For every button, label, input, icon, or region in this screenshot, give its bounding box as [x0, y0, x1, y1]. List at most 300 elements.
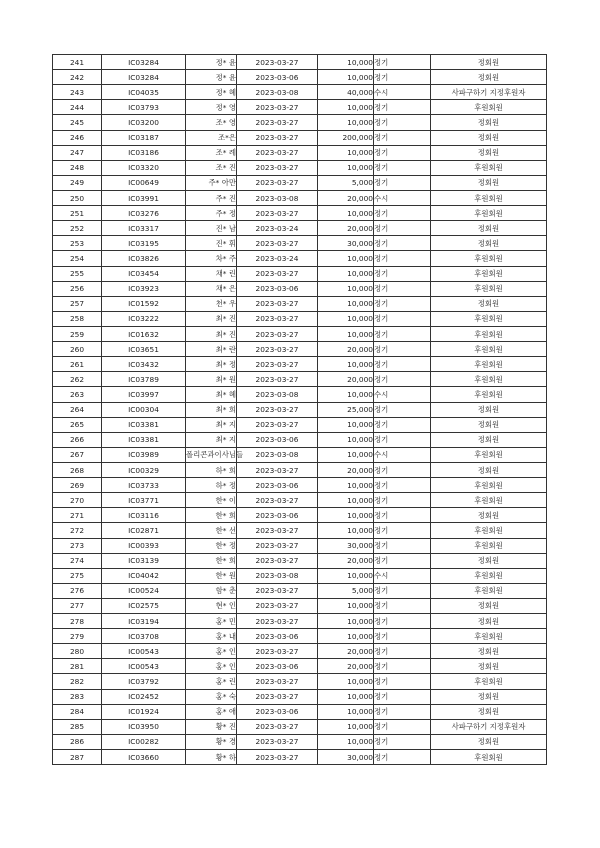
- donation-date-cell: 2023-03-06: [237, 659, 318, 674]
- donation-type-cell: 정기: [374, 629, 431, 644]
- donation-type-cell: 정기: [374, 55, 431, 70]
- row-number-cell: 252: [53, 221, 102, 236]
- donation-date-cell: 2023-03-27: [237, 175, 318, 190]
- table-row: [53, 160, 547, 175]
- member-category-cell: 후원회원: [431, 311, 547, 326]
- member-category-cell: 후원회원: [431, 674, 547, 689]
- member-id-cell: IC03651: [102, 342, 186, 357]
- member-id-cell: IC03284: [102, 55, 186, 70]
- amount-cell: 10,000: [318, 629, 374, 644]
- donation-type-cell: 정기: [374, 508, 431, 523]
- member-category-cell: 후원회원: [431, 326, 547, 341]
- member-category-cell: 후원회원: [431, 100, 547, 115]
- member-id-cell: IC01592: [102, 296, 186, 311]
- table-row: [53, 629, 547, 644]
- donor-name-cell: 홍* 민: [186, 614, 237, 629]
- donation-date-cell: 2023-03-06: [237, 629, 318, 644]
- donation-type-cell: 정기: [374, 251, 431, 266]
- donation-type-cell: 정기: [374, 296, 431, 311]
- donation-date-cell: 2023-03-27: [237, 719, 318, 734]
- member-id-cell: IC03923: [102, 281, 186, 296]
- donation-date-cell: 2023-03-27: [237, 296, 318, 311]
- donation-date-cell: 2023-03-24: [237, 221, 318, 236]
- member-category-cell: 후원회원: [431, 372, 547, 387]
- row-number-cell: 244: [53, 100, 102, 115]
- member-category-cell: 정회원: [431, 130, 547, 145]
- donation-date-cell: 2023-03-24: [237, 251, 318, 266]
- donor-name-cell: 홍* 내: [186, 629, 237, 644]
- table-row: [53, 55, 547, 70]
- donation-type-cell: 수시: [374, 190, 431, 205]
- amount-cell: 10,000: [318, 508, 374, 523]
- donation-date-cell: 2023-03-27: [237, 55, 318, 70]
- member-id-cell: IC03320: [102, 160, 186, 175]
- donor-name-cell: 홍* 인: [186, 659, 237, 674]
- donor-name-cell: 조*은: [186, 130, 237, 145]
- donation-type-cell: 정기: [374, 598, 431, 613]
- donation-type-cell: 정기: [374, 659, 431, 674]
- member-category-cell: 정회원: [431, 734, 547, 749]
- donor-name-cell: 최* 진: [186, 311, 237, 326]
- donor-name-cell: 황* 경: [186, 734, 237, 749]
- amount-cell: 30,000: [318, 236, 374, 251]
- row-number-cell: 254: [53, 251, 102, 266]
- donation-date-cell: 2023-03-27: [237, 614, 318, 629]
- member-id-cell: IC03792: [102, 674, 186, 689]
- donation-type-cell: 정기: [374, 689, 431, 704]
- amount-cell: 10,000: [318, 598, 374, 613]
- member-category-cell: 정회원: [431, 644, 547, 659]
- amount-cell: 10,000: [318, 432, 374, 447]
- donation-type-cell: 정기: [374, 266, 431, 281]
- member-id-cell: IC03186: [102, 145, 186, 160]
- donor-name-cell: 한* 이: [186, 493, 237, 508]
- donor-name-cell: 최* 희: [186, 402, 237, 417]
- member-id-cell: IC00524: [102, 583, 186, 598]
- table-row: [53, 130, 547, 145]
- amount-cell: 10,000: [318, 160, 374, 175]
- amount-cell: 10,000: [318, 568, 374, 583]
- row-number-cell: 274: [53, 553, 102, 568]
- table-row: [53, 251, 547, 266]
- amount-cell: 10,000: [318, 357, 374, 372]
- table-row: [53, 674, 547, 689]
- table-row: [53, 357, 547, 372]
- donation-date-cell: 2023-03-27: [237, 689, 318, 704]
- donation-date-cell: 2023-03-27: [237, 493, 318, 508]
- amount-cell: 10,000: [318, 70, 374, 85]
- donation-type-cell: 정기: [374, 478, 431, 493]
- row-number-cell: 251: [53, 206, 102, 221]
- row-number-cell: 267: [53, 447, 102, 462]
- donation-type-cell: 정기: [374, 175, 431, 190]
- donation-type-cell: 정기: [374, 493, 431, 508]
- member-category-cell: 후원회원: [431, 523, 547, 538]
- member-id-cell: IC03733: [102, 478, 186, 493]
- donation-date-cell: 2023-03-27: [237, 326, 318, 341]
- donation-date-cell: 2023-03-06: [237, 281, 318, 296]
- amount-cell: 10,000: [318, 493, 374, 508]
- table-row: [53, 402, 547, 417]
- member-category-cell: 후원회원: [431, 568, 547, 583]
- member-category-cell: 정회원: [431, 175, 547, 190]
- member-category-cell: 정회원: [431, 432, 547, 447]
- donation-date-cell: 2023-03-27: [237, 342, 318, 357]
- donation-date-cell: 2023-03-06: [237, 70, 318, 85]
- donor-name-cell: 한* 원: [186, 568, 237, 583]
- member-id-cell: IC03317: [102, 221, 186, 236]
- member-category-cell: 사파구하기 지정후원자: [431, 719, 547, 734]
- member-id-cell: IC03187: [102, 130, 186, 145]
- member-category-cell: 정회원: [431, 689, 547, 704]
- table-row: [53, 614, 547, 629]
- donation-type-cell: 정기: [374, 221, 431, 236]
- member-category-cell: 정회원: [431, 55, 547, 70]
- amount-cell: 10,000: [318, 447, 374, 462]
- donation-type-cell: 정기: [374, 342, 431, 357]
- row-number-cell: 270: [53, 493, 102, 508]
- donor-name-cell: 조* 진: [186, 160, 237, 175]
- donation-date-cell: 2023-03-08: [237, 190, 318, 205]
- donation-date-cell: 2023-03-27: [237, 734, 318, 749]
- donation-type-cell: 정기: [374, 644, 431, 659]
- row-number-cell: 280: [53, 644, 102, 659]
- table-row: [53, 387, 547, 402]
- member-id-cell: IC00304: [102, 402, 186, 417]
- table-row: [53, 750, 547, 765]
- member-category-cell: 후원회원: [431, 750, 547, 765]
- row-number-cell: 243: [53, 85, 102, 100]
- member-id-cell: IC02871: [102, 523, 186, 538]
- member-id-cell: IC03950: [102, 719, 186, 734]
- amount-cell: 10,000: [318, 326, 374, 341]
- amount-cell: 10,000: [318, 266, 374, 281]
- member-category-cell: 정회원: [431, 553, 547, 568]
- donation-date-cell: 2023-03-06: [237, 478, 318, 493]
- row-number-cell: 255: [53, 266, 102, 281]
- donation-type-cell: 정기: [374, 432, 431, 447]
- member-category-cell: 정회원: [431, 598, 547, 613]
- donation-date-cell: 2023-03-27: [237, 583, 318, 598]
- row-number-cell: 265: [53, 417, 102, 432]
- donation-type-cell: 정기: [374, 704, 431, 719]
- amount-cell: 20,000: [318, 372, 374, 387]
- amount-cell: 10,000: [318, 145, 374, 160]
- row-number-cell: 279: [53, 629, 102, 644]
- donation-type-cell: 정기: [374, 614, 431, 629]
- amount-cell: 10,000: [318, 115, 374, 130]
- member-category-cell: 후원회원: [431, 478, 547, 493]
- donor-name-cell: 채* 은: [186, 281, 237, 296]
- member-category-cell: 후원회원: [431, 160, 547, 175]
- donation-date-cell: 2023-03-27: [237, 130, 318, 145]
- donor-name-cell: 황* 하: [186, 750, 237, 765]
- row-number-cell: 259: [53, 326, 102, 341]
- table-row: [53, 145, 547, 160]
- donation-date-cell: 2023-03-27: [237, 357, 318, 372]
- table-row: [53, 659, 547, 674]
- row-number-cell: 250: [53, 190, 102, 205]
- member-id-cell: IC03454: [102, 266, 186, 281]
- donation-type-cell: 정기: [374, 326, 431, 341]
- member-category-cell: 정회원: [431, 614, 547, 629]
- amount-cell: 10,000: [318, 296, 374, 311]
- donation-date-cell: 2023-03-06: [237, 704, 318, 719]
- donor-name-cell: 차* 주: [186, 251, 237, 266]
- row-number-cell: 256: [53, 281, 102, 296]
- donation-type-cell: 정기: [374, 719, 431, 734]
- donation-type-cell: 정기: [374, 357, 431, 372]
- donor-name-cell: 최* 진: [186, 326, 237, 341]
- table-row: [53, 478, 547, 493]
- row-number-cell: 262: [53, 372, 102, 387]
- donation-date-cell: 2023-03-27: [237, 145, 318, 160]
- member-category-cell: 후원회원: [431, 538, 547, 553]
- donor-name-cell: 천* 우: [186, 296, 237, 311]
- member-category-cell: 정회원: [431, 417, 547, 432]
- member-id-cell: IC03989: [102, 447, 186, 462]
- donor-name-cell: 한* 선: [186, 523, 237, 538]
- row-number-cell: 260: [53, 342, 102, 357]
- row-number-cell: 286: [53, 734, 102, 749]
- donation-date-cell: 2023-03-27: [237, 674, 318, 689]
- member-id-cell: IC03381: [102, 417, 186, 432]
- donor-name-cell: 최* 지: [186, 432, 237, 447]
- member-id-cell: IC00282: [102, 734, 186, 749]
- donation-type-cell: 정기: [374, 281, 431, 296]
- table-row: [53, 508, 547, 523]
- donation-type-cell: 정기: [374, 417, 431, 432]
- table-row: [53, 266, 547, 281]
- donor-name-cell: 최* 란: [186, 342, 237, 357]
- donation-type-cell: 정기: [374, 372, 431, 387]
- row-number-cell: 247: [53, 145, 102, 160]
- donation-date-cell: 2023-03-27: [237, 750, 318, 765]
- member-category-cell: 정회원: [431, 704, 547, 719]
- amount-cell: 20,000: [318, 659, 374, 674]
- table-row: [53, 644, 547, 659]
- member-id-cell: IC03139: [102, 553, 186, 568]
- member-category-cell: 사파구하기 지정후원자: [431, 85, 547, 100]
- donation-type-cell: 수시: [374, 387, 431, 402]
- donation-date-cell: 2023-03-27: [237, 266, 318, 281]
- member-id-cell: IC02575: [102, 598, 186, 613]
- member-category-cell: 정회원: [431, 462, 547, 477]
- amount-cell: 40,000: [318, 85, 374, 100]
- member-category-cell: 후원회원: [431, 281, 547, 296]
- amount-cell: 10,000: [318, 478, 374, 493]
- amount-cell: 200,000: [318, 130, 374, 145]
- donor-name-cell: 하* 희: [186, 462, 237, 477]
- row-number-cell: 257: [53, 296, 102, 311]
- donation-type-cell: 수시: [374, 568, 431, 583]
- member-category-cell: 후원회원: [431, 447, 547, 462]
- amount-cell: 10,000: [318, 704, 374, 719]
- table-row: [53, 311, 547, 326]
- donor-name-cell: 함* 춘: [186, 583, 237, 598]
- member-category-cell: 후원회원: [431, 342, 547, 357]
- amount-cell: 30,000: [318, 750, 374, 765]
- member-id-cell: IC03708: [102, 629, 186, 644]
- member-category-cell: 정회원: [431, 402, 547, 417]
- row-number-cell: 281: [53, 659, 102, 674]
- amount-cell: 10,000: [318, 281, 374, 296]
- amount-cell: 5,000: [318, 175, 374, 190]
- row-number-cell: 253: [53, 236, 102, 251]
- donation-type-cell: 정기: [374, 402, 431, 417]
- member-id-cell: IC03789: [102, 372, 186, 387]
- donation-table: [52, 54, 547, 765]
- table-row: [53, 704, 547, 719]
- row-number-cell: 282: [53, 674, 102, 689]
- member-id-cell: IC03793: [102, 100, 186, 115]
- donor-name-cell: 홍* 애: [186, 704, 237, 719]
- member-id-cell: IC00543: [102, 659, 186, 674]
- member-id-cell: IC02452: [102, 689, 186, 704]
- member-id-cell: IC00393: [102, 538, 186, 553]
- donation-type-cell: 정기: [374, 70, 431, 85]
- table-row: [53, 236, 547, 251]
- donation-type-cell: 수시: [374, 447, 431, 462]
- amount-cell: 10,000: [318, 614, 374, 629]
- table-row: [53, 583, 547, 598]
- row-number-cell: 272: [53, 523, 102, 538]
- donor-name-cell: 최* 혜: [186, 387, 237, 402]
- donation-date-cell: 2023-03-06: [237, 432, 318, 447]
- amount-cell: 20,000: [318, 553, 374, 568]
- donor-name-cell: 정* 윤: [186, 70, 237, 85]
- row-number-cell: 249: [53, 175, 102, 190]
- table-row: [53, 296, 547, 311]
- donor-name-cell: 진* 휘: [186, 236, 237, 251]
- donation-type-cell: 정기: [374, 750, 431, 765]
- table-row: [53, 100, 547, 115]
- donor-name-cell: 정* 혜: [186, 85, 237, 100]
- donation-date-cell: 2023-03-27: [237, 462, 318, 477]
- table-row: [53, 598, 547, 613]
- member-id-cell: IC01632: [102, 326, 186, 341]
- member-category-cell: 후원회원: [431, 493, 547, 508]
- amount-cell: 20,000: [318, 462, 374, 477]
- donor-name-cell: 정* 영: [186, 100, 237, 115]
- member-id-cell: IC03194: [102, 614, 186, 629]
- table-row: [53, 342, 547, 357]
- member-id-cell: IC00543: [102, 644, 186, 659]
- member-id-cell: IC03116: [102, 508, 186, 523]
- amount-cell: 10,000: [318, 674, 374, 689]
- donor-name-cell: 홍* 인: [186, 644, 237, 659]
- member-id-cell: IC03660: [102, 750, 186, 765]
- member-category-cell: 후원회원: [431, 629, 547, 644]
- donation-type-cell: 수시: [374, 85, 431, 100]
- member-id-cell: IC03276: [102, 206, 186, 221]
- donor-name-cell: 조* 영: [186, 115, 237, 130]
- table-row: [53, 689, 547, 704]
- donor-name-cell: 주* 진: [186, 190, 237, 205]
- amount-cell: 20,000: [318, 644, 374, 659]
- donation-date-cell: 2023-03-27: [237, 402, 318, 417]
- donor-name-cell: 주* 정: [186, 206, 237, 221]
- member-category-cell: 정회원: [431, 70, 547, 85]
- table-row: [53, 281, 547, 296]
- donor-name-cell: 홍* 숙: [186, 689, 237, 704]
- donor-name-cell: 진* 남: [186, 221, 237, 236]
- donation-type-cell: 정기: [374, 145, 431, 160]
- donor-name-cell: 현* 인: [186, 598, 237, 613]
- donation-type-cell: 정기: [374, 583, 431, 598]
- donation-type-cell: 정기: [374, 236, 431, 251]
- table-row: [53, 326, 547, 341]
- row-number-cell: 271: [53, 508, 102, 523]
- donation-date-cell: 2023-03-08: [237, 85, 318, 100]
- member-id-cell: IC03195: [102, 236, 186, 251]
- donation-type-cell: 정기: [374, 553, 431, 568]
- donation-type-cell: 정기: [374, 538, 431, 553]
- table-row: [53, 432, 547, 447]
- member-category-cell: 후원회원: [431, 266, 547, 281]
- row-number-cell: 242: [53, 70, 102, 85]
- donation-type-cell: 정기: [374, 311, 431, 326]
- member-id-cell: IC04042: [102, 568, 186, 583]
- donation-type-cell: 정기: [374, 523, 431, 538]
- row-number-cell: 263: [53, 387, 102, 402]
- row-number-cell: 278: [53, 614, 102, 629]
- member-category-cell: 정회원: [431, 508, 547, 523]
- member-id-cell: IC03222: [102, 311, 186, 326]
- amount-cell: 5,000: [318, 583, 374, 598]
- donation-type-cell: 정기: [374, 115, 431, 130]
- table-row: [53, 719, 547, 734]
- member-category-cell: 후원회원: [431, 206, 547, 221]
- donation-date-cell: 2023-03-27: [237, 115, 318, 130]
- donor-name-cell: 황* 진: [186, 719, 237, 734]
- row-number-cell: 261: [53, 357, 102, 372]
- row-number-cell: 246: [53, 130, 102, 145]
- donation-date-cell: 2023-03-27: [237, 553, 318, 568]
- member-id-cell: IC00649: [102, 175, 186, 190]
- donor-name-cell: 정* 윤: [186, 55, 237, 70]
- table-row: [53, 447, 547, 462]
- member-id-cell: IC03381: [102, 432, 186, 447]
- member-category-cell: 정회원: [431, 296, 547, 311]
- member-id-cell: IC03284: [102, 70, 186, 85]
- member-id-cell: IC03826: [102, 251, 186, 266]
- member-id-cell: IC03997: [102, 387, 186, 402]
- amount-cell: 10,000: [318, 251, 374, 266]
- donor-name-cell: 최* 지: [186, 417, 237, 432]
- member-id-cell: IC03200: [102, 115, 186, 130]
- donor-name-cell: 최* 원: [186, 372, 237, 387]
- member-id-cell: IC03432: [102, 357, 186, 372]
- donation-type-cell: 정기: [374, 130, 431, 145]
- table-row: [53, 175, 547, 190]
- donation-date-cell: 2023-03-08: [237, 568, 318, 583]
- donation-date-cell: 2023-03-27: [237, 100, 318, 115]
- row-number-cell: 241: [53, 55, 102, 70]
- donor-name-cell: 조* 례: [186, 145, 237, 160]
- table-row: [53, 115, 547, 130]
- row-number-cell: 284: [53, 704, 102, 719]
- member-id-cell: IC01924: [102, 704, 186, 719]
- donation-date-cell: 2023-03-27: [237, 598, 318, 613]
- donor-name-cell: 한* 희: [186, 508, 237, 523]
- row-number-cell: 277: [53, 598, 102, 613]
- amount-cell: 10,000: [318, 734, 374, 749]
- member-category-cell: 정회원: [431, 659, 547, 674]
- row-number-cell: 266: [53, 432, 102, 447]
- amount-cell: 30,000: [318, 538, 374, 553]
- row-number-cell: 275: [53, 568, 102, 583]
